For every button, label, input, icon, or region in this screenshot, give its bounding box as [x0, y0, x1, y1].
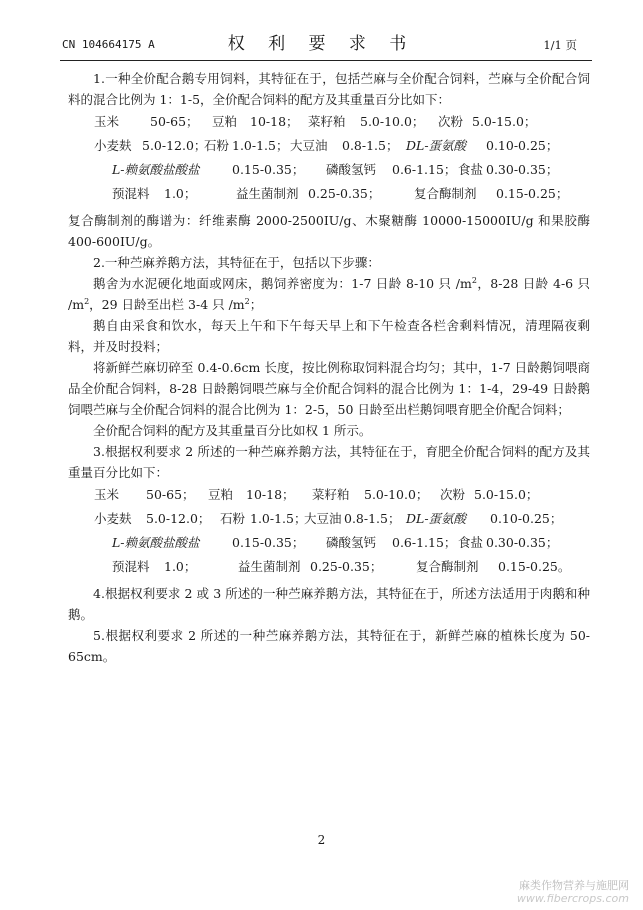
ingredient-value: 1.0-1.5； [232, 138, 289, 153]
ingredient-name: 石粉 [220, 511, 246, 526]
ingredient-name: 石粉 [204, 138, 230, 153]
ingredient-name: 磷酸氢钙 [326, 162, 377, 177]
claim-3: 3.根据权利要求 2 所述的一种苎麻养鹅方法，其特征在于，育肥全价配合饲料的配方及其重量百分比如下： [68, 444, 590, 480]
density-part: ； [249, 297, 263, 312]
ingredient-name: 玉米 [94, 114, 120, 129]
claim-3-formula [68, 483, 590, 579]
square-sup: 2 [244, 296, 250, 306]
ingredient-value: 5.0-10.0； [364, 487, 429, 502]
ingredient-value: 5.0-12.0； [146, 511, 211, 526]
ingredient-value: 0.8-1.5； [342, 138, 399, 153]
ingredient-value: 0.25-0.35； [310, 559, 383, 574]
ingredient-value: 1.0； [164, 186, 197, 201]
formula-row [68, 110, 590, 134]
claim-1-formula [68, 110, 590, 206]
ingredient-name: 菜籽粕 [312, 487, 350, 502]
ingredient-value: 0.6-1.15； [392, 162, 457, 177]
ingredient-value: 50-65； [146, 487, 195, 502]
formula-row [68, 158, 590, 182]
ingredient-value: 0.30-0.35； [486, 535, 559, 550]
ingredient-value: 0.10-0.25； [490, 511, 563, 526]
page-number: 2 [317, 833, 326, 847]
watermark-text: 麻类作物营养与施肥网 [519, 879, 629, 892]
ingredient-name: 食盐 [458, 162, 484, 177]
ingredient-name: L-赖氨酸盐酸盐 [112, 162, 200, 177]
ingredient-name: 菜籽粕 [308, 114, 346, 129]
ingredient-value: 0.15-0.35； [232, 162, 305, 177]
density-part: ，8-28 日龄 4-6 只 /m [68, 276, 591, 312]
claim-2-mixing: 将新鲜苎麻切碎至 0.4-0.6cm 长度，按比例称取饲料混合均匀；其中，1-7 日龄鹅饲喂商品全价配合饲料，8-28 日龄鹅饲喂苎麻与全价配合饲料的混合比例为 1：1-4，29-49 日龄鹅饲喂苎麻与全价配合饲料的混合比例为 1：2-5，50 日龄至出栏鹅饲喂育肥全价配合饲料； [68, 360, 590, 417]
ingredient-value: 0.25-0.35； [308, 186, 381, 201]
claim-1-enzyme: 复合酶制剂的酶谱为：纤维素酶 2000-2500IU/g、木聚糖酶 10000-15000IU/g 和果胶酶 400-600IU/g。 [68, 213, 590, 249]
claim-2-density [68, 273, 590, 315]
density-part: ，29 日龄至出栏 3-4 只 /m [89, 297, 245, 312]
ingredient-name: 大豆油 [290, 138, 328, 153]
claim-2-title: 2.一种苎麻养鹅方法，其特征在于，包括以下步骤： [93, 255, 380, 270]
ingredient-value: 1.0-1.5； [250, 511, 307, 526]
ingredient-name: 次粉 [438, 114, 464, 129]
ingredient-name: 复合酶制剂 [416, 559, 479, 574]
ingredient-name: 食盐 [458, 535, 484, 550]
formula-row [68, 555, 590, 579]
ingredient-value: 5.0-12.0； [142, 138, 207, 153]
claim-1: 1.一种全价配合鹅专用饲料，其特征在于，包括苎麻与全价配合饲料，苎麻与全价配合饲料的混合比例为 1：1-5，全价配合饲料的配方及其重量百分比如下： [68, 71, 590, 107]
ingredient-value: 0.6-1.15； [392, 535, 457, 550]
ingredient-value: 0.8-1.5； [344, 511, 401, 526]
ingredient-name: 益生菌制剂 [236, 186, 299, 201]
ingredient-name: DL-蛋氨酸 [406, 511, 467, 526]
watermark-url: www.fibercrops.com [516, 892, 629, 905]
claim-2-formula-ref: 全价配合饲料的配方及其重量百分比如权 1 所示。 [93, 423, 372, 438]
claim-4: 4.根据权利要求 2 或 3 所述的一种苎麻养鹅方法，其特征在于，所述方法适用于肉鹅和种鹅。 [68, 586, 590, 622]
ingredient-name: 益生菌制剂 [238, 559, 301, 574]
page-label: 1/1 页 [543, 38, 577, 52]
ingredient-value: 10-18； [246, 487, 295, 502]
ingredient-value: 5.0-10.0； [360, 114, 425, 129]
ingredient-name: 小麦麸 [94, 138, 132, 153]
square-sup: 2 [471, 275, 477, 285]
claim-5: 5.根据权利要求 2 所述的一种苎麻养鹅方法，其特征在于，新鲜苎麻的植株长度为 50-65cm。 [68, 628, 590, 664]
ingredient-value: 0.10-0.25； [486, 138, 559, 153]
ingredient-name: 磷酸氢钙 [326, 535, 377, 550]
ingredient-value: 5.0-15.0； [474, 487, 539, 502]
claims-body [68, 68, 590, 667]
document-title: 权 利 要 求 书 [227, 34, 416, 54]
formula-row [68, 531, 590, 555]
ingredient-name: 豆粕 [212, 114, 238, 129]
ingredient-value: 0.30-0.35； [486, 162, 559, 177]
ingredient-value: 0.15-0.35； [232, 535, 305, 550]
ingredient-value: 1.0； [164, 559, 197, 574]
formula-row [68, 507, 590, 531]
ingredient-name: 预混料 [112, 186, 150, 201]
ingredient-name: 次粉 [440, 487, 466, 502]
formula-row [68, 134, 590, 158]
ingredient-name: 小麦麸 [94, 511, 132, 526]
ingredient-name: 复合酶制剂 [414, 186, 477, 201]
patent-number: CN 104664175 A [62, 38, 155, 51]
ingredient-name: 预混料 [112, 559, 150, 574]
formula-row [68, 182, 590, 206]
claim-2-feeding: 鹅自由采食和饮水，每天上午和下午每天早上和下午检查各栏舍剩料情况，清理隔夜剩料，并及时投料； [68, 318, 590, 354]
ingredient-value: 0.15-0.25； [496, 186, 569, 201]
ingredient-name: 大豆油 [304, 511, 342, 526]
ingredient-value: 10-18； [250, 114, 299, 129]
ingredient-value: 5.0-15.0； [472, 114, 537, 129]
ingredient-name: 玉米 [94, 487, 120, 502]
square-sup: 2 [84, 296, 90, 306]
ingredient-value: 0.15-0.25。 [498, 559, 571, 574]
ingredient-value: 50-65； [150, 114, 199, 129]
ingredient-name: 豆粕 [208, 487, 234, 502]
formula-row [68, 483, 590, 507]
density-part: 鹅舍为水泥硬化地面或网床，鹅饲养密度为：1-7 日龄 8-10 只 /m [93, 276, 472, 291]
header-rule [60, 60, 592, 61]
ingredient-name: L-赖氨酸盐酸盐 [112, 535, 200, 550]
ingredient-name: DL-蛋氨酸 [406, 138, 467, 153]
